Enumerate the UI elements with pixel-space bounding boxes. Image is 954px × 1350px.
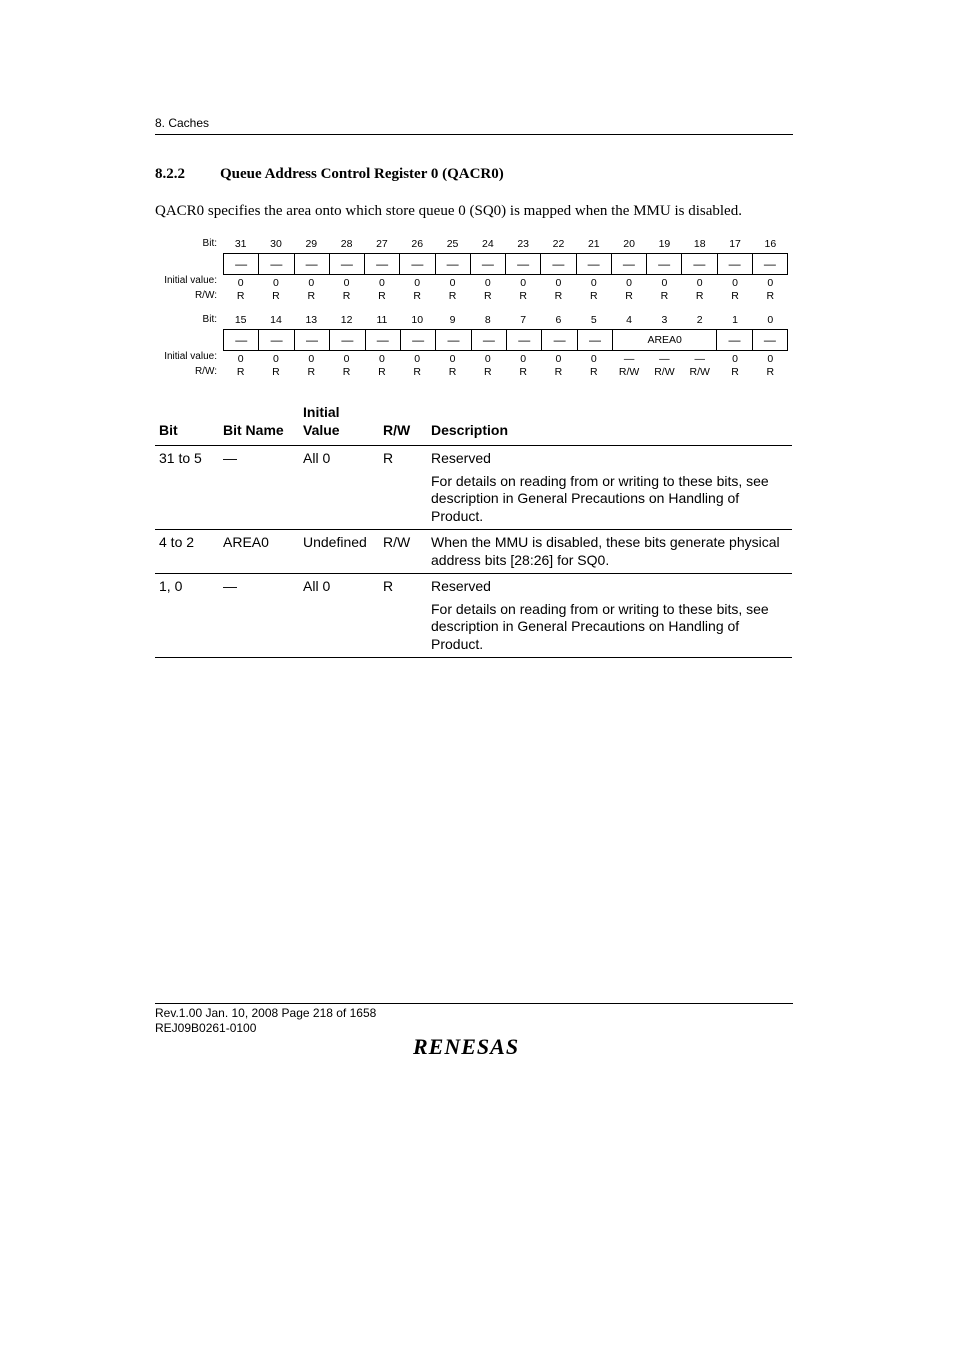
rw-values-lower: R R R R R R R R R R R R/W R/W R/W R R [236,366,775,378]
footer-rule [155,1003,793,1004]
section-number: 8.2.2 [155,166,185,182]
area0-field: AREA0 [613,330,717,350]
running-head: 8. Caches [155,116,210,130]
bit-cells-lower: — — — — — — — — — — — AREA0 — — [223,329,788,351]
rw-label: R/W: [194,290,217,301]
table-header-row [155,403,792,446]
bit-numbers-lower: 15 14 13 12 11 10 9 8 7 6 5 4 3 2 1 0 [234,314,774,326]
bit-description-table [155,403,792,658]
rw-values-upper: R R R R R R R R R R R R R R R R [236,290,775,302]
bit-label: Bit: [202,314,217,325]
footer-revision: Rev.1.00 Jan. 10, 2008 Page 218 of 1658 [155,1006,377,1020]
bit-numbers-upper: 31 30 29 28 27 26 25 24 23 22 21 20 19 18 17 16 [234,238,777,250]
table-row: 31 to 5 — All 0 R Reserved For details on reading from or writing to these bits, see description in General Precautions on Handling of Product. [155,446,792,530]
header-rw: R/W [379,403,427,446]
table-row: 1, 0 — All 0 R Reserved For details on reading from or writing to these bits, see description in General Precautions on Handling of Product. [155,574,792,658]
renesas-logo: RENESAS [413,1034,520,1059]
initial-values-upper: 0 0 0 0 0 0 0 0 0 0 0 0 0 0 0 0 [237,277,774,289]
initial-value-label: Initial value: [164,351,217,362]
rw-label: R/W: [194,366,217,377]
header-rule [155,134,793,135]
section-title: Queue Address Control Register 0 (QACR0) [220,166,504,182]
section-lead: QACR0 specifies the area onto which store queue 0 (SQ0) is mapped when the MMU is disabled. [155,203,742,219]
table-row: 4 to 2 AREA0 Undefined R/W When the MMU is disabled, these bits generate physical address bits [28:26] for SQ0. [155,530,792,574]
header-bit: Bit [155,403,219,446]
initial-values-lower: 0 0 0 0 0 0 0 0 0 0 0 — — — 0 0 [237,353,774,365]
header-initial-value: Initial Value [299,403,379,446]
section-heading [155,166,504,183]
bit-cells-upper: — — — — — — — — — — — — — — — — [223,253,788,275]
bit-label: Bit: [202,238,217,249]
footer-doc-number: REJ09B0261-0100 [155,1021,257,1035]
initial-value-label: Initial value: [164,275,217,286]
header-description: Description [427,403,792,446]
header-bit-name: Bit Name [219,403,299,446]
